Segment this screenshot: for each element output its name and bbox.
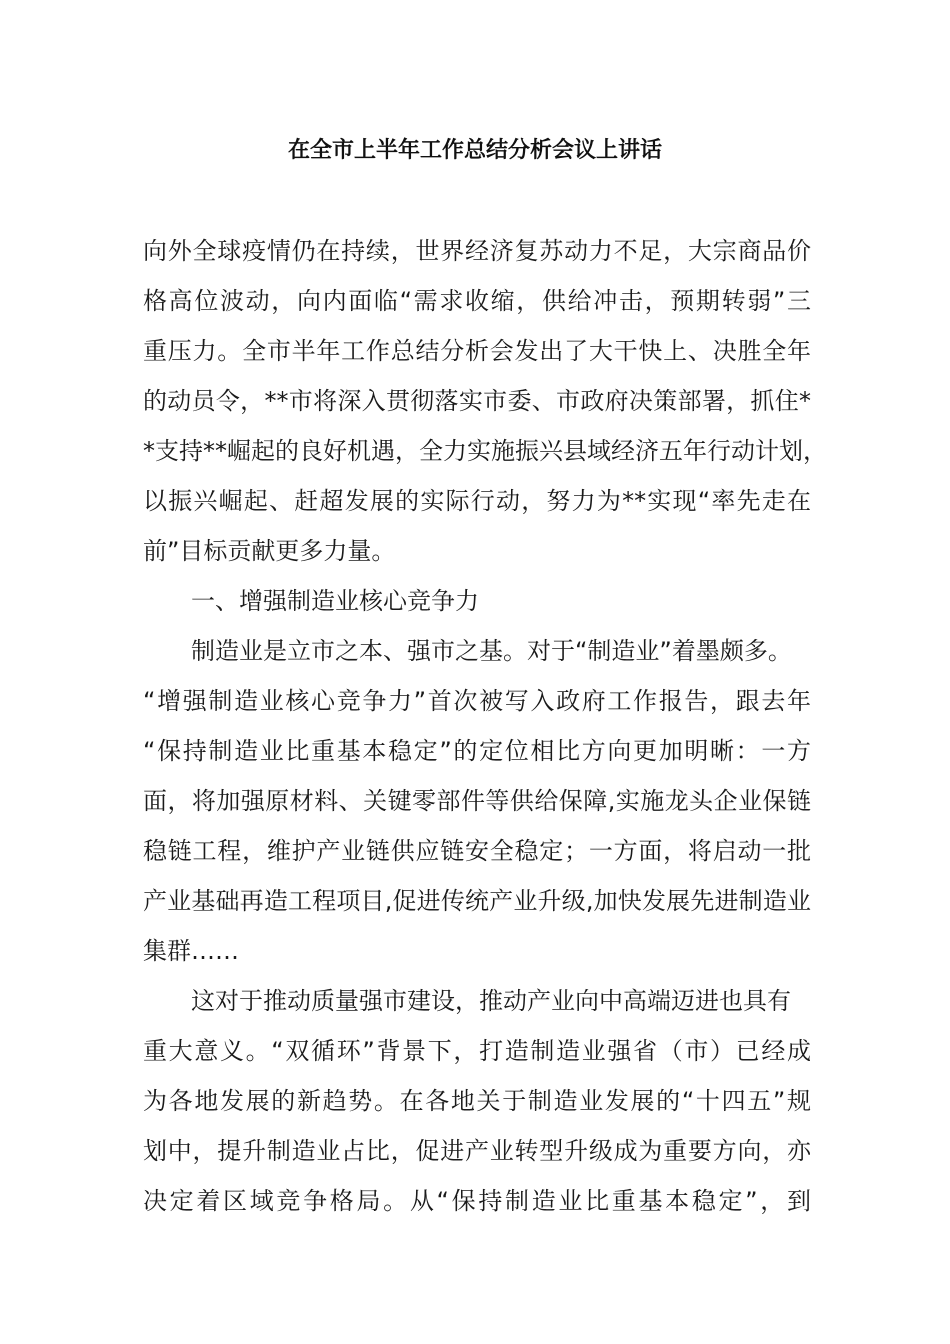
paragraph-line: 以振兴崛起、赶超发展的实际行动，努力为**实现“率先走在 [143,487,811,515]
paragraph-line: 这对于推动质量强市建设，推动产业向中高端迈进也具有 [191,987,791,1015]
paragraph-line: 重大意义。“双循环”背景下，打造制造业强省（市）已经成 [143,1037,811,1065]
section-heading: 一、增强制造业核心竞争力 [191,587,479,615]
paragraph-line: 制造业是立市之本、强市之基。对于“制造业”着墨颇多。 [191,637,792,665]
paragraph-line: 面，将加强原材料、关键零部件等供给保障,实施龙头企业保链 [143,787,811,815]
paragraph-line: *支持**崛起的良好机遇，全力实施振兴县域经济五年行动计划， [143,437,827,465]
paragraph-line: 格高位波动，向内面临“需求收缩，供给冲击，预期转弱”三 [143,287,811,315]
paragraph-line: 为各地发展的新趋势。在各地关于制造业发展的“十四五”规 [143,1087,811,1115]
paragraph-line: 稳链工程，维护产业链供应链安全稳定；一方面，将启动一批 [143,837,811,865]
document-body [143,226,827,1226]
paragraph-line: 的动员令，**市将深入贯彻落实市委、市政府决策部署，抓住* [143,387,811,415]
paragraph-line: 向外全球疫情仍在持续，世界经济复苏动力不足，大宗商品价 [143,237,811,265]
paragraph-line: 重压力。全市半年工作总结分析会发出了大干快上、决胜全年 [143,337,811,365]
paragraph-line: 产业基础再造工程项目,促进传统产业升级,加快发展先进制造业 [143,887,811,915]
document-title: 在全市上半年工作总结分析会议上讲话 [287,138,662,163]
paragraph-line: 集群…… [143,937,239,965]
paragraph-line: 决定着区域竞争格局。从“保持制造业比重基本稳定”，到 [143,1187,811,1215]
paragraph-line: 前”目标贡献更多力量。 [143,537,396,565]
paragraph-line: 划中，提升制造业占比，促进产业转型升级成为重要方向，亦 [143,1137,811,1165]
paragraph-line: “增强制造业核心竞争力”首次被写入政府工作报告，跟去年 [143,687,811,715]
paragraph-line: “保持制造业比重基本稳定”的定位相比方向更加明晰：一方 [143,737,811,765]
